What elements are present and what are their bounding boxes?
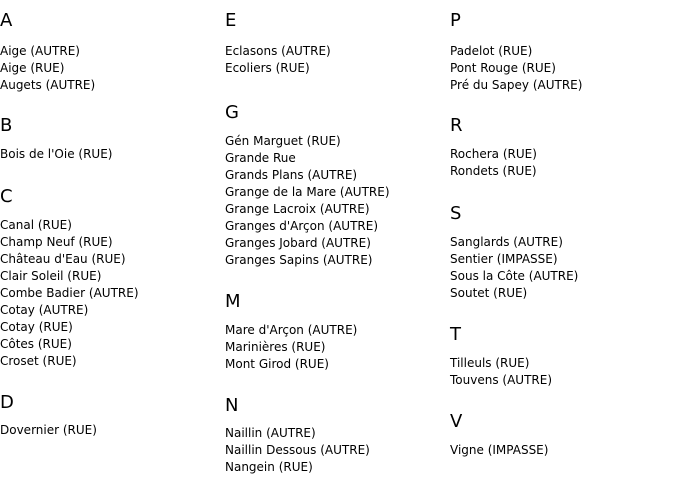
street-item[interactable]: Rondets (RUE) (450, 164, 537, 178)
section-letter-b: B (0, 115, 13, 136)
section-p (450, 10, 675, 94)
street-item[interactable]: Combe Badier (AUTRE) (0, 286, 139, 300)
street-item[interactable]: Nangein (RUE) (225, 460, 313, 474)
section-m (225, 291, 450, 373)
street-list-m (225, 322, 450, 373)
street-item[interactable]: Cotay (RUE) (0, 320, 73, 334)
street-item[interactable]: Eclasons (AUTRE) (225, 44, 331, 58)
street-item[interactable]: Champ Neuf (RUE) (0, 235, 113, 249)
street-item[interactable]: Granges Sapins (AUTRE) (225, 253, 373, 267)
street-list-v (450, 442, 675, 459)
street-item[interactable]: Vigne (IMPASSE) (450, 443, 549, 457)
section-a (0, 10, 225, 94)
section-e (225, 10, 450, 77)
street-item[interactable]: Pont Rouge (RUE) (450, 61, 556, 75)
street-list-a (0, 43, 225, 94)
index-column-3 (450, 0, 675, 459)
street-list-n (225, 425, 450, 476)
street-item[interactable]: Côtes (RUE) (0, 337, 72, 351)
section-letter-t: T (450, 324, 461, 345)
section-r (450, 115, 675, 180)
section-n (225, 395, 450, 476)
index-column-2 (225, 0, 450, 476)
index-column-1 (0, 0, 225, 439)
street-list-c (0, 217, 225, 370)
street-item[interactable]: Aige (AUTRE) (0, 44, 80, 58)
street-item[interactable]: Grands Plans (AUTRE) (225, 168, 358, 182)
section-letter-v: V (450, 411, 463, 432)
section-g (225, 102, 450, 269)
street-item[interactable]: Grange de la Mare (AUTRE) (225, 185, 390, 199)
street-item[interactable]: Aige (RUE) (0, 61, 65, 75)
street-item[interactable]: Mont Girod (RUE) (225, 357, 329, 371)
section-v (450, 411, 675, 459)
street-item[interactable]: Grange Lacroix (AUTRE) (225, 202, 370, 216)
street-item[interactable]: Naillin Dessous (AUTRE) (225, 443, 370, 457)
street-item[interactable]: Augets (AUTRE) (0, 78, 96, 92)
street-item[interactable]: Dovernier (RUE) (0, 423, 97, 437)
street-list-e (225, 43, 450, 77)
street-item[interactable]: Clair Soleil (RUE) (0, 269, 102, 283)
section-t (450, 324, 675, 389)
street-item[interactable]: Sous la Côte (AUTRE) (450, 269, 579, 283)
street-list-s (450, 234, 675, 302)
section-letter-s: S (450, 203, 462, 224)
street-item[interactable]: Sentier (IMPASSE) (450, 252, 558, 266)
street-item[interactable]: Mare d'Arçon (AUTRE) (225, 323, 358, 337)
section-letter-d: D (0, 392, 14, 413)
section-s (450, 203, 675, 302)
street-item[interactable]: Gén Marguet (RUE) (225, 134, 341, 148)
street-item[interactable]: Pré du Sapey (AUTRE) (450, 78, 583, 92)
street-item[interactable]: Granges d'Arçon (AUTRE) (225, 219, 379, 233)
section-letter-p: P (450, 10, 461, 31)
street-item[interactable]: Naillin (AUTRE) (225, 426, 316, 440)
street-list-b (0, 146, 225, 163)
section-letter-c: C (0, 186, 13, 207)
section-letter-r: R (450, 115, 463, 136)
street-item[interactable]: Cotay (AUTRE) (0, 303, 89, 317)
street-item[interactable]: Château d'Eau (RUE) (0, 252, 126, 266)
street-item[interactable]: Bois de l'Oie (RUE) (0, 147, 113, 161)
street-list-p (450, 43, 675, 94)
street-item[interactable]: Canal (RUE) (0, 218, 72, 232)
street-list-r (450, 146, 675, 180)
section-letter-e: E (225, 10, 237, 31)
street-item[interactable]: Padelot (RUE) (450, 44, 533, 58)
section-letter-g: G (225, 102, 239, 123)
street-item[interactable]: Rochera (RUE) (450, 147, 537, 161)
street-item[interactable]: Sanglards (AUTRE) (450, 235, 563, 249)
street-list-g (225, 133, 450, 269)
section-letter-a: A (0, 10, 13, 31)
street-list-d (0, 422, 225, 439)
street-item[interactable]: Granges Jobard (AUTRE) (225, 236, 371, 250)
street-item[interactable]: Soutet (RUE) (450, 286, 528, 300)
section-c (0, 186, 225, 370)
street-item[interactable]: Marinières (RUE) (225, 340, 326, 354)
section-letter-n: N (225, 395, 239, 416)
section-b (0, 115, 225, 163)
street-item[interactable]: Grande Rue (225, 151, 296, 165)
section-d (0, 392, 225, 439)
street-item[interactable]: Touvens (AUTRE) (450, 373, 552, 387)
street-list-t (450, 355, 675, 389)
street-item[interactable]: Tilleuls (RUE) (450, 356, 530, 370)
street-item[interactable]: Croset (RUE) (0, 354, 77, 368)
section-letter-m: M (225, 291, 241, 312)
street-item[interactable]: Ecoliers (RUE) (225, 61, 310, 75)
